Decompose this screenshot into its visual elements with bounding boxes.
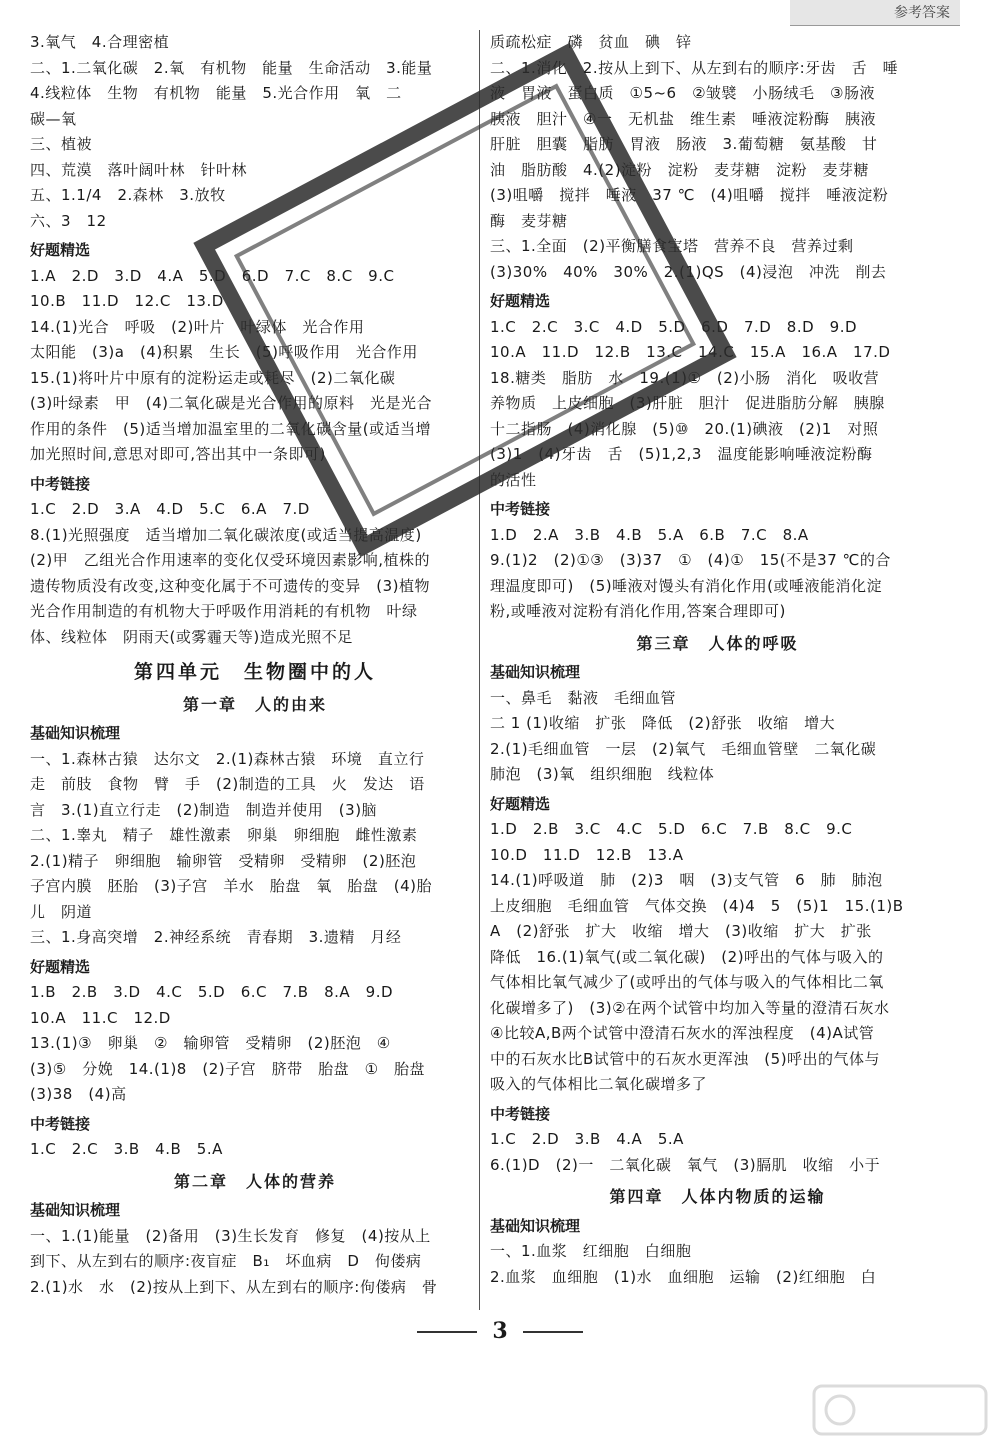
answer-line: 三、植被	[30, 135, 93, 153]
answer-line: 六、3 12	[30, 211, 107, 230]
answer-line: 养物质 上皮细胞 (3)肝脏 胆汁 促进脂肪分解 胰腺	[490, 394, 885, 412]
answer-line: 到下、从左到右的顺序:夜盲症 B₁ 坏血病 D 佝偻病	[30, 1252, 422, 1270]
answer-line: 1.C 2.C 3.C 4.D 5.D 6.D 7.D 8.D 9.D	[490, 317, 858, 336]
answer-line: 化碳增多了) (3)②在两个试管中均加入等量的澄清石灰水	[490, 998, 890, 1017]
answer-line: (3)38 (4)高	[30, 1085, 127, 1103]
section-heading: 中考链接	[30, 1114, 91, 1133]
answer-line: 4.线粒体 生物 有机物 能量 5.光合作用 氧 二	[30, 84, 402, 102]
column-divider	[479, 30, 480, 1310]
section-heading: 基础知识梳理	[30, 1201, 121, 1219]
answer-line: 一、鼻毛 黏液 毛细血管	[490, 688, 677, 707]
answer-line: (3)咀嚼 搅拌 唾液 37 ℃ (4)咀嚼 搅拌 唾液淀粉	[490, 186, 889, 204]
section-heading: 基础知识梳理	[490, 663, 581, 681]
answer-line: 10.A 11.C 12.D	[30, 1008, 171, 1027]
section-heading: 好题精选	[30, 957, 91, 976]
section-heading: 好题精选	[490, 292, 551, 310]
answer-line: 肺泡 (3)氧 组织细胞 线粒体	[490, 765, 715, 783]
answer-line: 子宫内膜 胚胎 (3)子宫 羊水 胎盘 氧 胎盘 (4)胎	[30, 877, 432, 895]
section-heading: 中考链接	[490, 500, 551, 518]
answer-line: 1.D 2.A 3.B 4.B 5.A 6.B 7.C 8.A	[490, 525, 809, 544]
answer-line: (3)1 (4)牙齿 舌 (5)1,2,3 温度能影响唾液淀粉酶	[490, 445, 873, 463]
answer-line: 一、1.血浆 红细胞 白细胞	[490, 1242, 692, 1260]
answer-line: 3.氧气 4.合理密植	[30, 33, 170, 51]
answer-line: 1.A 2.D 3.D 4.A 5.D 6.D 7.C 8.C 9.C	[30, 266, 395, 285]
answer-line: 粉,或唾液对淀粉有消化作用,答案合理即可)	[490, 602, 786, 620]
answer-line: 光合作用制造的有机物大于呼吸作用消耗的有机物 叶绿	[30, 602, 418, 620]
section-heading: 基础知识梳理	[490, 1216, 581, 1235]
answer-line: 太阳能 (3)a (4)积累 生长 (5)呼吸作用 光合作用	[30, 343, 418, 361]
answer-line: 1.C 2.C 3.B 4.B 5.A	[30, 1140, 223, 1158]
answer-line: 胰液 胆汁 ④一 无机盐 维生素 唾液淀粉酶 胰液	[490, 109, 876, 128]
answer-line: (3)30% 40% 30% 2.(1)QS (4)浸泡 冲洗 削去	[490, 262, 887, 281]
answer-line: 加光照时间,意思对即可,答出其中一条即可)	[30, 445, 326, 463]
watermark-logo-icon	[810, 1380, 990, 1440]
answer-line: 降低 16.(1)氧气(或二氧化碳) (2)呼出的气体与吸入的	[490, 947, 884, 966]
footer-ornament-right-icon	[523, 1331, 583, 1333]
answer-line: 五、1.1/4 2.森林 3.放牧	[30, 186, 226, 204]
section-heading: 好题精选	[490, 794, 551, 813]
answer-line: 10.B 11.D 12.C 13.D	[30, 292, 224, 310]
answer-line: (3)叶绿素 甲 (4)二氧化碳是光合作用的原料 光是光合	[30, 394, 432, 412]
answer-line: 吸入的气体相比二氧化碳增多了	[490, 1075, 708, 1093]
answer-line: 十二指肠 (4)消化腺 (5)⑩ 20.(1)碘液 (2)1 对照	[490, 419, 879, 438]
page-number: 3	[492, 1318, 508, 1344]
answer-line: 二、1.睾丸 精子 雄性激素 卵巢 卵细胞 雌性激素	[30, 826, 418, 844]
chapter-title: 第三章 人体的呼吸	[636, 633, 799, 653]
answer-line: A (2)舒张 扩大 收缩 增大 (3)收缩 扩大 扩张	[490, 922, 872, 940]
footer-ornament-left-icon	[417, 1331, 477, 1333]
chapter-title: 第二章 人体的营养	[173, 1171, 336, 1191]
answer-line: 酶 麦芽糖	[490, 211, 568, 230]
answer-line: 二、1.消化 2.按从上到下、从左到右的顺序:牙齿 舌 唾	[490, 58, 899, 77]
answer-line: 碳—氧	[30, 109, 77, 128]
answer-line: 2.血浆 血细胞 (1)水 血细胞 运输 (2)红细胞 白	[490, 1267, 877, 1286]
answer-line: 中的石灰水比B试管中的石灰水更浑浊 (5)呼出的气体与	[490, 1049, 881, 1068]
answer-line: 上皮细胞 毛细血管 气体交换 (4)4 5 (5)1 15.(1)B	[490, 896, 904, 915]
answer-line: 14.(1)光合 呼吸 (2)叶片 叶绿体 光合作用	[30, 317, 365, 336]
answer-line: 遗传物质没有改变,这种变化属于不可遗传的变异 (3)植物	[30, 576, 431, 595]
answer-line: 9.(1)2 (2)①③ (3)37 ① (4)① 15(不是37 ℃的合	[490, 551, 891, 569]
answer-line: 儿 阴道	[30, 902, 93, 921]
answer-line: 1.C 2.D 3.A 4.D 5.C 6.A 7.D	[30, 500, 310, 518]
answer-line: ④比较A,B两个试管中澄清石灰水的浑浊程度 (4)A试管	[490, 1024, 875, 1042]
section-heading: 中考链接	[30, 474, 91, 493]
answer-line: 走 前肢 食物 臂 手 (2)制造的工具 火 发达 语	[30, 775, 425, 793]
answer-line: 13.(1)③ 卵巢 ② 输卵管 受精卵 (2)胚泡 ④	[30, 1034, 391, 1052]
answer-line: 的活性	[490, 470, 537, 489]
answer-line: 言 3.(1)直立行走 (2)制造 制造并使用 (3)脑	[30, 800, 378, 819]
answer-line: 10.D 11.D 12.B 13.A	[490, 845, 684, 864]
answer-line: 2.(1)毛细血管 一层 (2)氧气 毛细血管壁 二氧化碳	[490, 739, 877, 758]
answer-line: 油 脂肪酸 4.(2)淀粉 淀粉 麦芽糖 淀粉 麦芽糖	[490, 160, 870, 179]
chapter-title: 第一章 人的由来	[182, 694, 327, 714]
answer-line: 四、荒漠 落叶阔叶林 针叶林	[30, 160, 248, 179]
section-heading: 好题精选	[30, 241, 91, 259]
answer-line: 作用的条件 (5)适当增加温室里的二氧化碳含量(或适当增	[30, 419, 432, 438]
answer-line: 6.(1)D (2)一 二氧化碳 氧气 (3)膈肌 收缩 小于	[490, 1155, 881, 1174]
section-heading: 基础知识梳理	[30, 724, 121, 742]
answer-line: 18.糖类 脂肪 水 19.(1)① (2)小肠 消化 吸收营	[490, 368, 880, 387]
answer-line: 质疏松症 磷 贫血 碘 锌	[490, 33, 692, 51]
answer-line: 一、1.(1)能量 (2)备用 (3)生长发育 修复 (4)按从上	[30, 1226, 431, 1245]
answer-line: 10.A 11.D 12.B 13.C 14.C 15.A 16.A 17.D	[490, 343, 891, 361]
answer-line: 2.(1)水 水 (2)按从上到下、从左到右的顺序:佝偻病 骨	[30, 1277, 438, 1296]
answer-line: 液 胃液 蛋白质 ①5~6 ②皱襞 小肠绒毛 ③肠液	[490, 84, 875, 102]
answer-line: 1.D 2.B 3.C 4.C 5.D 6.C 7.B 8.C 9.C	[490, 820, 853, 838]
right-column	[490, 30, 945, 1290]
answer-line: (2)甲 乙组光合作用速率的变化仅受环境因素影响,植株的	[30, 551, 431, 569]
answer-line: 二、1.二氧化碳 2.氧 有机物 能量 生命活动 3.能量	[30, 58, 433, 77]
watermark-logo	[810, 1380, 990, 1440]
chapter-title: 第四章 人体内物质的运输	[609, 1187, 826, 1206]
answer-line: 1.C 2.D 3.B 4.A 5.A	[490, 1130, 684, 1148]
answer-line: 14.(1)呼吸道 肺 (2)3 咽 (3)支气管 6 肺 肺泡	[490, 871, 883, 889]
header-tab: 参考答案	[790, 0, 960, 26]
answer-line: 8.(1)光照强度 适当增加二氧化碳浓度(或适当提高温度)	[30, 525, 422, 544]
answer-line: (3)⑤ 分娩 14.(1)8 (2)子宫 脐带 胎盘 ① 胎盘	[30, 1059, 426, 1078]
answer-line: 体、线粒体 阴雨天(或雾霾天等)造成光照不足	[30, 627, 353, 646]
left-column	[30, 30, 480, 1300]
answer-line: 15.(1)将叶片中原有的淀粉运走或耗尽 (2)二氧化碳	[30, 368, 396, 387]
answer-line: 理温度即可) (5)唾液对馒头有消化作用(或唾液能消化淀	[490, 576, 882, 595]
answer-line: 二 1 (1)收缩 扩张 降低 (2)舒张 收缩 增大	[490, 714, 836, 732]
answer-line: 一、1.森林古猿 达尔文 2.(1)森林古猿 环境 直立行	[30, 749, 425, 768]
answer-line: 肝脏 胆囊 脂肪 胃液 肠液 3.葡萄糖 氨基酸 甘	[490, 135, 878, 153]
page-footer	[0, 1318, 1000, 1344]
answer-line: 2.(1)精子 卵细胞 输卵管 受精卵 受精卵 (2)胚泡	[30, 851, 417, 870]
answer-line: 三、1.全面 (2)平衡膳食宝塔 营养不良 营养过剩	[490, 237, 854, 255]
answer-line: 三、1.身高突增 2.神经系统 青春期 3.遗精 月经	[30, 928, 402, 946]
answer-line: 1.B 2.B 3.D 4.C 5.D 6.C 7.B 8.A 9.D	[30, 983, 394, 1001]
unit-title: 第四单元 生物圈中的人	[133, 661, 376, 683]
answer-line: 气体相比氧气减少了(或呼出的气体与吸入的气体相比二氧	[490, 973, 884, 991]
section-heading: 中考链接	[490, 1104, 551, 1123]
